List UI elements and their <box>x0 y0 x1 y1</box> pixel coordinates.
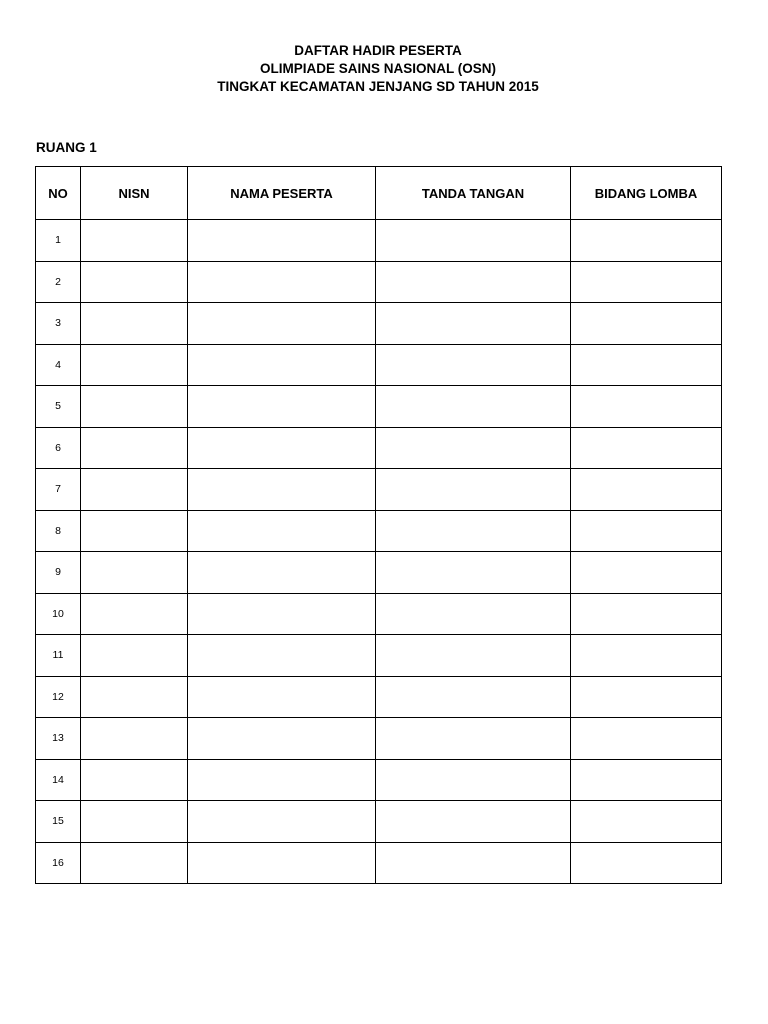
cell-bidang-lomba <box>571 552 722 594</box>
cell-nama-peserta <box>188 344 376 386</box>
cell-nama-peserta <box>188 635 376 677</box>
table-row <box>36 635 722 677</box>
title-line-3: TINGKAT KECAMATAN JENJANG SD TAHUN 2015 <box>217 79 539 94</box>
cell-nisn <box>81 261 188 303</box>
table-row <box>36 676 722 718</box>
table-row <box>36 510 722 552</box>
column-header-nisn: NISN <box>81 167 188 220</box>
room-label: RUANG 1 <box>36 140 97 155</box>
table-row <box>36 427 722 469</box>
title-line-1: DAFTAR HADIR PESERTA <box>294 43 462 58</box>
cell-no: 11 <box>36 635 81 677</box>
cell-nisn <box>81 552 188 594</box>
cell-bidang-lomba <box>571 801 722 843</box>
cell-nisn <box>81 510 188 552</box>
cell-tanda-tangan <box>376 510 571 552</box>
cell-no: 5 <box>36 386 81 428</box>
cell-tanda-tangan <box>376 261 571 303</box>
cell-no: 15 <box>36 801 81 843</box>
table-row <box>36 386 722 428</box>
table-row <box>36 261 722 303</box>
cell-nisn <box>81 469 188 511</box>
cell-nama-peserta <box>188 759 376 801</box>
cell-nama-peserta <box>188 842 376 884</box>
cell-no: 9 <box>36 552 81 594</box>
cell-nama-peserta <box>188 261 376 303</box>
cell-nisn <box>81 718 188 760</box>
cell-tanda-tangan <box>376 552 571 594</box>
cell-nama-peserta <box>188 718 376 760</box>
cell-bidang-lomba <box>571 469 722 511</box>
column-header-bidang-lomba: BIDANG LOMBA <box>571 167 722 220</box>
table-body <box>36 220 722 884</box>
cell-nama-peserta <box>188 220 376 262</box>
cell-tanda-tangan <box>376 386 571 428</box>
title-line-2: OLIMPIADE SAINS NASIONAL (OSN) <box>259 61 496 76</box>
cell-bidang-lomba <box>571 718 722 760</box>
cell-nama-peserta <box>188 303 376 345</box>
cell-nama-peserta <box>188 676 376 718</box>
cell-no: 8 <box>36 510 81 552</box>
cell-nisn <box>81 344 188 386</box>
cell-no: 3 <box>36 303 81 345</box>
cell-no: 7 <box>36 469 81 511</box>
column-header-nama-peserta: NAMA PESERTA <box>188 167 376 220</box>
cell-bidang-lomba <box>571 510 722 552</box>
cell-nisn <box>81 386 188 428</box>
cell-no: 2 <box>36 261 81 303</box>
table-row <box>36 593 722 635</box>
cell-bidang-lomba <box>571 676 722 718</box>
cell-nisn <box>81 303 188 345</box>
table-row <box>36 469 722 511</box>
table-row <box>36 801 722 843</box>
cell-tanda-tangan <box>376 635 571 677</box>
cell-bidang-lomba <box>571 427 722 469</box>
cell-nama-peserta <box>188 552 376 594</box>
cell-no: 10 <box>36 593 81 635</box>
cell-tanda-tangan <box>376 759 571 801</box>
cell-no: 13 <box>36 718 81 760</box>
cell-tanda-tangan <box>376 842 571 884</box>
table-row <box>36 220 722 262</box>
cell-tanda-tangan <box>376 718 571 760</box>
cell-nisn <box>81 801 188 843</box>
cell-bidang-lomba <box>571 261 722 303</box>
cell-nisn <box>81 593 188 635</box>
cell-nisn <box>81 759 188 801</box>
cell-nama-peserta <box>188 510 376 552</box>
cell-tanda-tangan <box>376 676 571 718</box>
cell-no: 12 <box>36 676 81 718</box>
cell-nisn <box>81 427 188 469</box>
cell-tanda-tangan <box>376 801 571 843</box>
cell-tanda-tangan <box>376 303 571 345</box>
cell-nama-peserta <box>188 593 376 635</box>
cell-nisn <box>81 676 188 718</box>
table-row <box>36 759 722 801</box>
cell-bidang-lomba <box>571 344 722 386</box>
attendance-table <box>35 166 722 884</box>
cell-bidang-lomba <box>571 303 722 345</box>
cell-tanda-tangan <box>376 344 571 386</box>
cell-nama-peserta <box>188 801 376 843</box>
cell-bidang-lomba <box>571 386 722 428</box>
cell-bidang-lomba <box>571 593 722 635</box>
cell-no: 1 <box>36 220 81 262</box>
column-header-no: NO <box>36 167 81 220</box>
cell-tanda-tangan <box>376 427 571 469</box>
cell-no: 6 <box>36 427 81 469</box>
cell-nisn <box>81 635 188 677</box>
cell-no: 14 <box>36 759 81 801</box>
table-row <box>36 552 722 594</box>
table-header-row <box>36 167 722 220</box>
cell-nama-peserta <box>188 386 376 428</box>
cell-bidang-lomba <box>571 635 722 677</box>
cell-nisn <box>81 220 188 262</box>
cell-nama-peserta <box>188 469 376 511</box>
cell-tanda-tangan <box>376 469 571 511</box>
column-header-tanda-tangan: TANDA TANGAN <box>376 167 571 220</box>
table-row <box>36 303 722 345</box>
cell-nisn <box>81 842 188 884</box>
cell-bidang-lomba <box>571 220 722 262</box>
cell-nama-peserta <box>188 427 376 469</box>
cell-no: 16 <box>36 842 81 884</box>
cell-bidang-lomba <box>571 759 722 801</box>
table-row <box>36 842 722 884</box>
table-row <box>36 344 722 386</box>
table-row <box>36 718 722 760</box>
cell-bidang-lomba <box>571 842 722 884</box>
cell-no: 4 <box>36 344 81 386</box>
cell-tanda-tangan <box>376 593 571 635</box>
cell-tanda-tangan <box>376 220 571 262</box>
document-title <box>0 42 756 96</box>
